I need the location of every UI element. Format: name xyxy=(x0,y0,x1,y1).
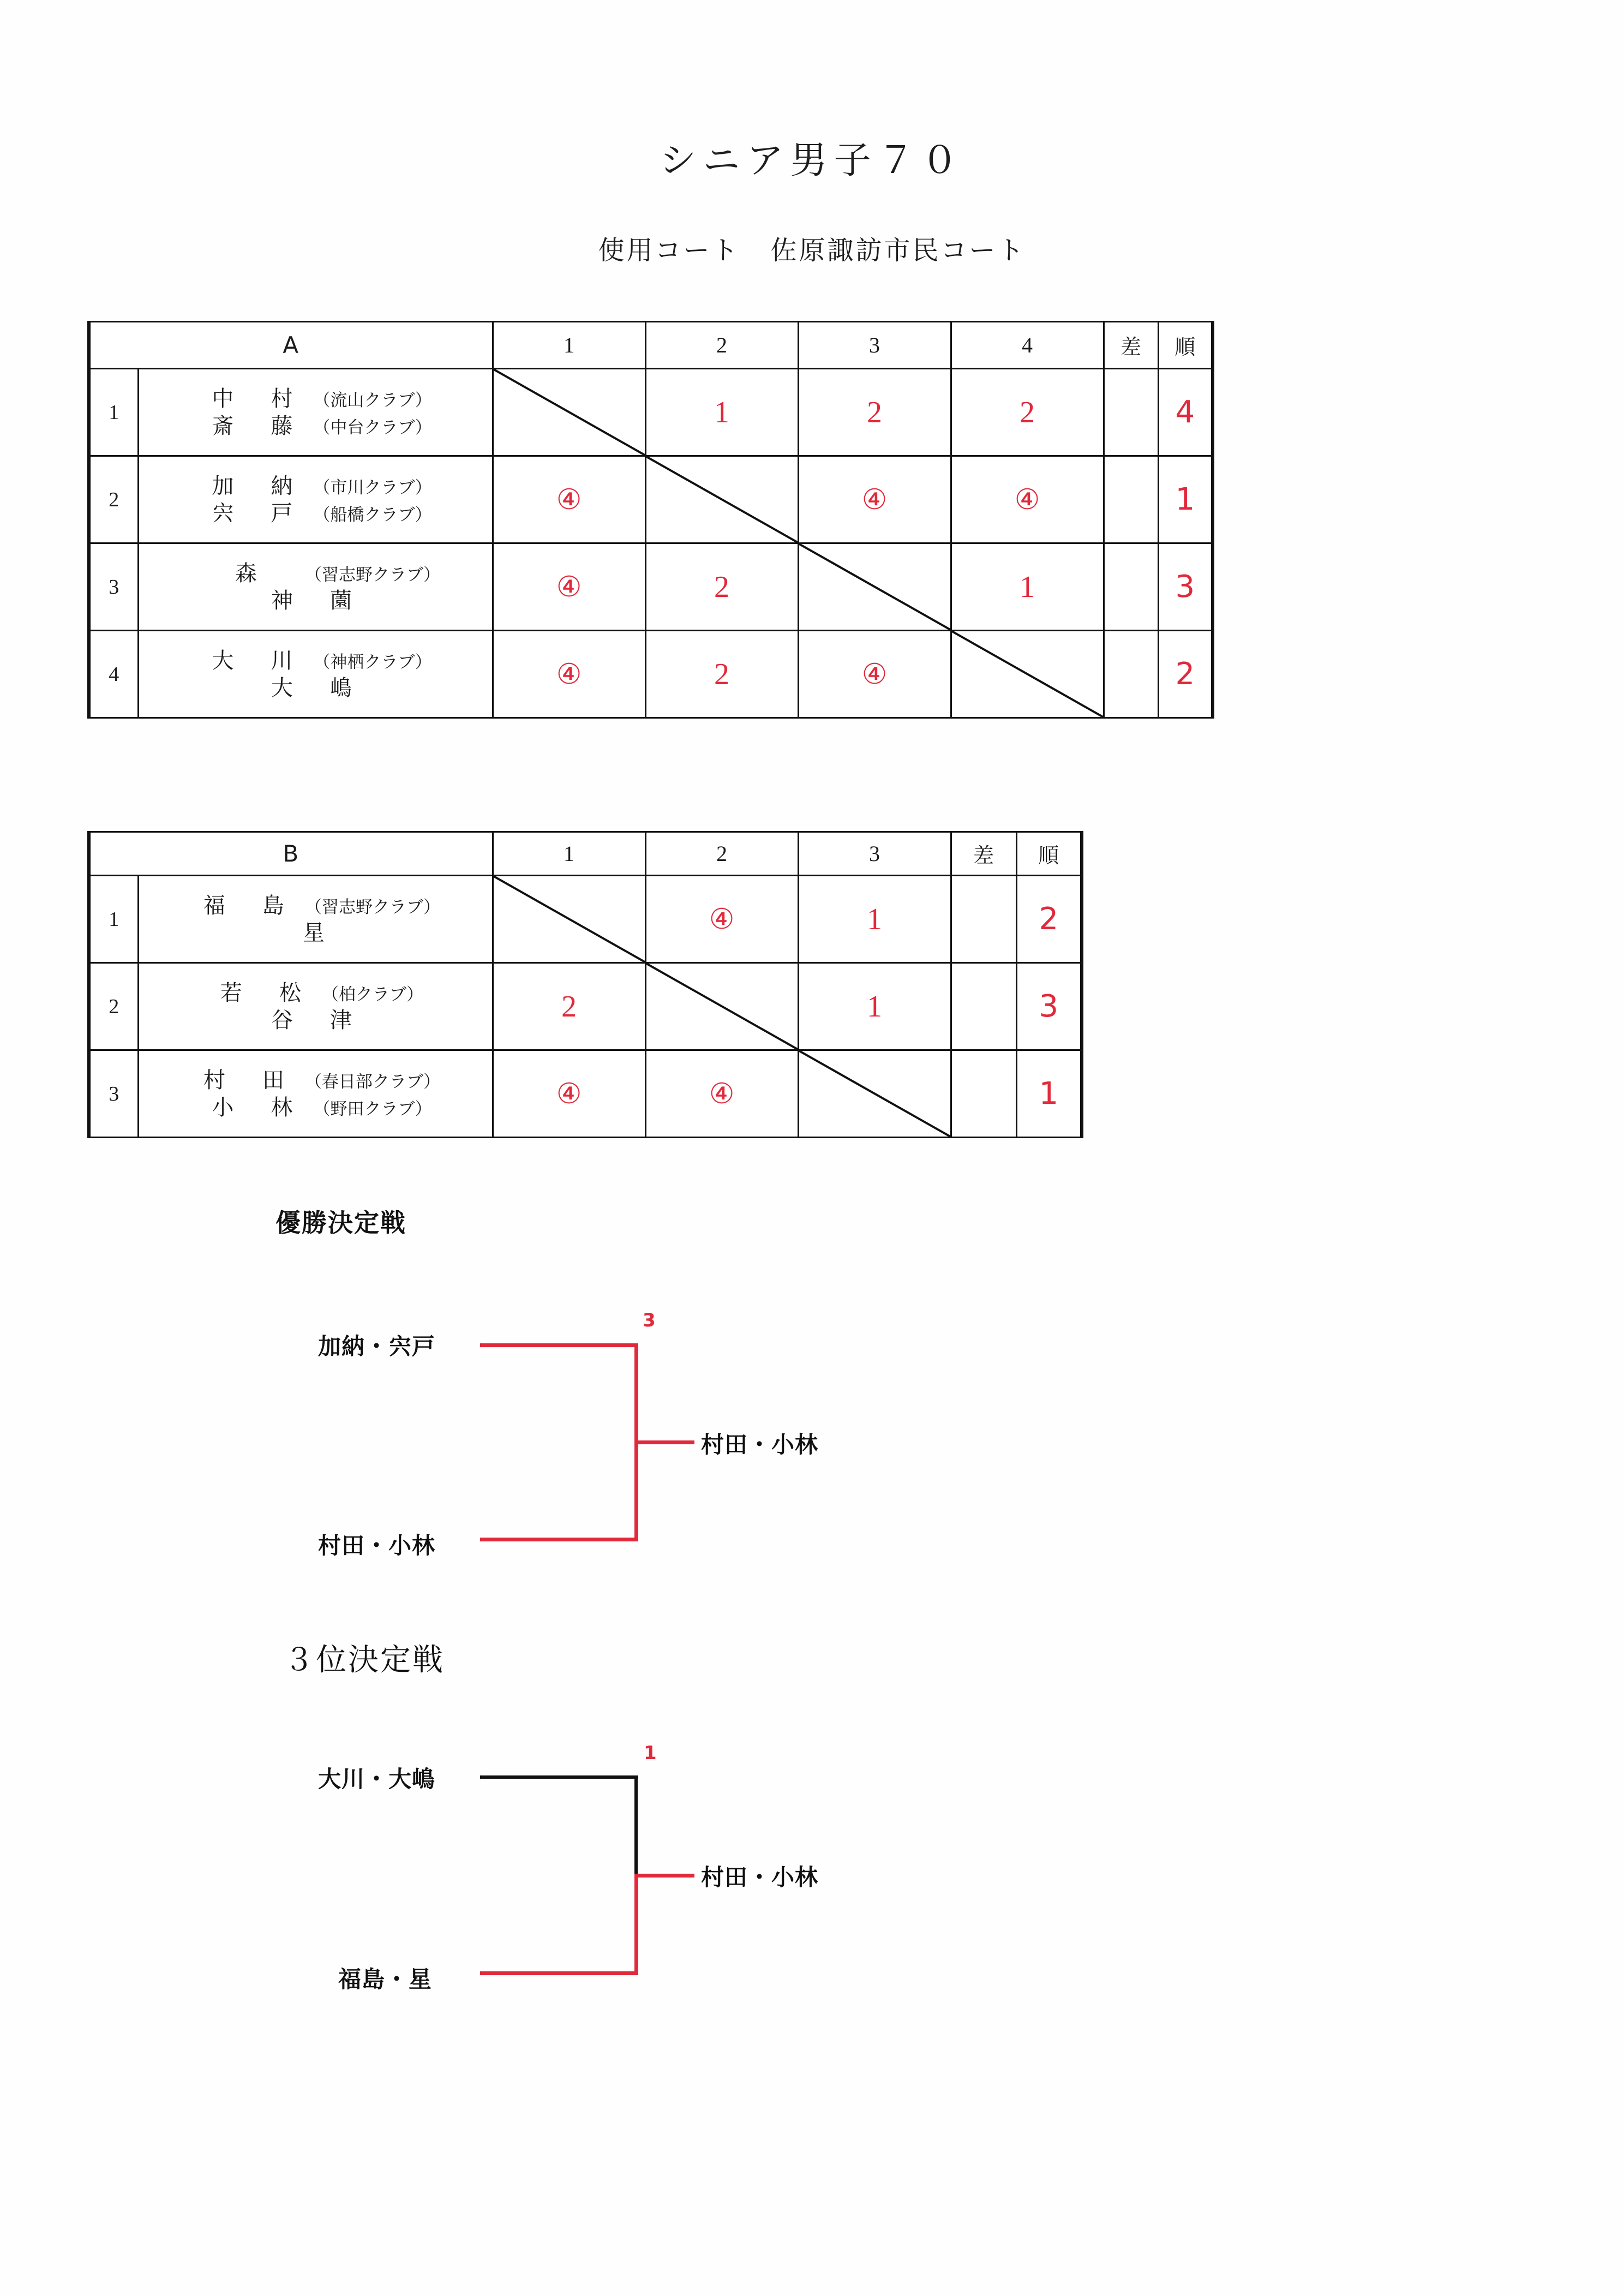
court-info xyxy=(0,229,1624,267)
team-cell xyxy=(138,963,493,1050)
row-index: 1 xyxy=(89,876,138,963)
player-name: 大 嶋 xyxy=(271,675,359,701)
row-index: 2 xyxy=(89,963,138,1050)
rank-cell: 4 xyxy=(1158,369,1213,456)
diff-cell xyxy=(951,1050,1016,1138)
player-name: 若 松 xyxy=(220,980,309,1006)
third-winner-line xyxy=(634,1874,694,1878)
table-row xyxy=(89,369,1213,456)
score-cell: 1 xyxy=(798,963,951,1050)
court-name: 佐原諏訪市民コート xyxy=(770,235,1026,266)
group-label: B xyxy=(89,832,493,876)
club-name: （流山クラブ） xyxy=(313,390,432,410)
score-cell: ④ xyxy=(798,631,951,718)
col-header-1: 1 xyxy=(493,832,645,876)
club-name: （市川クラブ） xyxy=(313,477,432,498)
diagonal-cell xyxy=(645,963,798,1050)
player-name: 中 村 xyxy=(212,386,301,411)
club-name: （習志野クラブ） xyxy=(304,897,441,917)
table-row xyxy=(89,876,1082,963)
third-bracket-title: ３位決定戦 xyxy=(284,1642,445,1678)
team-cell xyxy=(138,369,493,456)
diagonal-cell xyxy=(645,456,798,543)
rank-cell: 2 xyxy=(1158,631,1213,718)
club-name: （中台クラブ） xyxy=(313,417,432,438)
final-winner-name: 村田・小林 xyxy=(701,1431,819,1458)
diff-cell xyxy=(1104,456,1158,543)
score-cell: 1 xyxy=(645,369,798,456)
col-header-3: 3 xyxy=(798,832,951,876)
club-name: （野田クラブ） xyxy=(313,1099,432,1119)
player-name: 森 xyxy=(235,560,260,586)
third-bottom-line xyxy=(480,1971,638,1975)
player-name: 村 田 xyxy=(203,1067,292,1093)
diagonal-cell xyxy=(493,876,645,963)
player-name: 福 島 xyxy=(203,893,292,918)
diff-cell xyxy=(1104,631,1158,718)
player-name: 小 林 xyxy=(212,1095,301,1120)
diff-cell xyxy=(951,963,1016,1050)
col-header-diff: 差 xyxy=(951,832,1016,876)
group-b-table xyxy=(87,831,1083,1138)
score-cell: ④ xyxy=(951,456,1104,543)
team-cell xyxy=(138,631,493,718)
third-top-line xyxy=(480,1775,638,1779)
court-label: 使用コート xyxy=(598,235,740,266)
col-header-diff: 差 xyxy=(1104,322,1158,369)
final-bottom-line xyxy=(480,1538,638,1541)
player-name: 宍 戸 xyxy=(212,500,301,526)
table-row xyxy=(89,1050,1082,1138)
score-cell: 1 xyxy=(798,876,951,963)
club-name: （船橋クラブ） xyxy=(313,505,432,525)
score-cell: 2 xyxy=(951,369,1104,456)
player-name: 谷 津 xyxy=(271,1007,359,1033)
team-cell xyxy=(138,876,493,963)
score-cell: ④ xyxy=(493,631,645,718)
diff-cell xyxy=(1104,543,1158,631)
third-winner-name: 村田・小林 xyxy=(701,1864,819,1891)
player-name: 大 川 xyxy=(212,648,301,673)
score-cell: ④ xyxy=(493,456,645,543)
table-row xyxy=(89,456,1213,543)
diagonal-cell xyxy=(493,369,645,456)
player-name: 神 薗 xyxy=(271,588,359,613)
score-cell: ④ xyxy=(493,1050,645,1138)
score-cell: 2 xyxy=(493,963,645,1050)
row-index: 3 xyxy=(89,543,138,631)
player-name: 星 xyxy=(303,920,328,946)
diagonal-cell xyxy=(798,1050,951,1138)
score-cell: ④ xyxy=(645,876,798,963)
score-cell: 2 xyxy=(798,369,951,456)
score-cell: 2 xyxy=(645,543,798,631)
group-label: A xyxy=(89,322,493,369)
final-bottom-team: 村田・小林 xyxy=(318,1532,436,1559)
rank-cell: 3 xyxy=(1158,543,1213,631)
rank-cell: 3 xyxy=(1016,963,1082,1050)
final-top-team: 加納・宍戸 xyxy=(318,1333,436,1360)
row-index: 3 xyxy=(89,1050,138,1138)
third-connector-lower xyxy=(634,1875,638,1975)
final-top-score: 3 xyxy=(643,1310,656,1331)
team-cell xyxy=(138,1050,493,1138)
third-top-team: 大川・大嶋 xyxy=(318,1766,436,1792)
score-cell: ④ xyxy=(645,1050,798,1138)
col-header-rank: 順 xyxy=(1158,322,1213,369)
club-name: （春日部クラブ） xyxy=(304,1072,441,1092)
col-header-4: 4 xyxy=(951,322,1104,369)
col-header-rank: 順 xyxy=(1016,832,1082,876)
diff-cell xyxy=(1104,369,1158,456)
table-header-row xyxy=(89,832,1082,876)
rank-cell: 1 xyxy=(1016,1050,1082,1138)
table-header-row xyxy=(89,322,1213,369)
page-title: シニア男子７０ xyxy=(659,139,965,182)
third-connector-upper xyxy=(634,1775,638,1879)
club-name: （柏クラブ） xyxy=(321,984,424,1004)
table-row xyxy=(89,543,1213,631)
row-index: 4 xyxy=(89,631,138,718)
table-row xyxy=(89,631,1213,718)
final-top-line xyxy=(480,1343,638,1347)
col-header-2: 2 xyxy=(645,832,798,876)
row-index: 2 xyxy=(89,456,138,543)
rank-cell: 2 xyxy=(1016,876,1082,963)
club-name: （神栖クラブ） xyxy=(313,652,432,672)
score-cell: ④ xyxy=(798,456,951,543)
third-bottom-team: 福島・星 xyxy=(338,1966,433,1993)
third-top-score: 1 xyxy=(644,1742,657,1764)
diagonal-cell xyxy=(951,631,1104,718)
score-cell: 2 xyxy=(645,631,798,718)
final-bracket-title: 優勝決定戦 xyxy=(275,1208,406,1237)
rank-cell: 1 xyxy=(1158,456,1213,543)
club-name: （習志野クラブ） xyxy=(304,565,441,585)
group-a-table xyxy=(87,321,1214,719)
player-name: 斎 藤 xyxy=(212,413,301,439)
col-header-3: 3 xyxy=(798,322,951,369)
score-cell: 1 xyxy=(951,543,1104,631)
final-winner-line xyxy=(634,1440,694,1444)
diagonal-cell xyxy=(798,543,951,631)
table-row xyxy=(89,963,1082,1050)
player-name: 加 納 xyxy=(212,473,301,499)
row-index: 1 xyxy=(89,369,138,456)
score-cell: ④ xyxy=(493,543,645,631)
col-header-2: 2 xyxy=(645,322,798,369)
diff-cell xyxy=(951,876,1016,963)
team-cell xyxy=(138,456,493,543)
col-header-1: 1 xyxy=(493,322,645,369)
team-cell xyxy=(138,543,493,631)
